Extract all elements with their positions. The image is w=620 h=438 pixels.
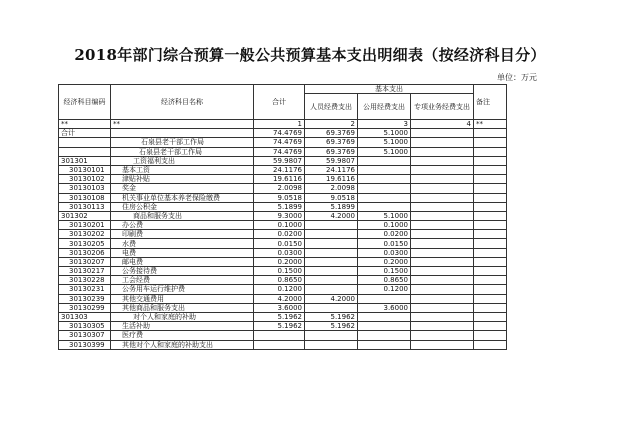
table-cell-remark: [474, 184, 507, 193]
table-cell-personnel: 19.6116: [305, 175, 358, 184]
table-cell-special: 4: [411, 120, 474, 129]
table-cell-code: 301303: [59, 312, 111, 321]
table-cell-total: 2.0098: [254, 184, 305, 193]
table-cell-total: 19.6116: [254, 175, 305, 184]
table-cell-special: [411, 340, 474, 349]
table-cell-special: [411, 175, 474, 184]
table-cell-personnel: [305, 340, 358, 349]
table-cell-total: 74.4769: [254, 138, 305, 147]
table-cell-special: [411, 202, 474, 211]
table-cell-total: 9.3000: [254, 211, 305, 220]
table-cell-code: 30130108: [59, 193, 111, 202]
table-cell-public: [358, 322, 411, 331]
table-cell-personnel: 5.1899: [305, 202, 358, 211]
table-cell-personnel: [305, 303, 358, 312]
table-cell-total: 5.1962: [254, 312, 305, 321]
table-cell-special: [411, 276, 474, 285]
table-row: [59, 230, 507, 239]
table-cell-remark: [474, 322, 507, 331]
table-cell-remark: [474, 156, 507, 165]
table-cell-name: 其他商品和服务支出: [111, 303, 254, 312]
table-cell-name: 水费: [111, 239, 254, 248]
header-public: 公用经费支出: [358, 94, 411, 120]
table-cell-total: 0.0300: [254, 248, 305, 257]
table-cell-public: [358, 312, 411, 321]
table-cell-code: 30130205: [59, 239, 111, 248]
table-cell-special: [411, 285, 474, 294]
table-row: [59, 156, 507, 165]
table-cell-special: [411, 184, 474, 193]
table-cell-total: 0.1500: [254, 267, 305, 276]
table-cell-name: 机关事业单位基本养老保险缴费: [111, 193, 254, 202]
table-cell-name: 办公费: [111, 221, 254, 230]
table-cell-public: [358, 156, 411, 165]
table-cell-name: 电费: [111, 248, 254, 257]
table-cell-remark: [474, 211, 507, 220]
table-cell-public: 0.1200: [358, 285, 411, 294]
table-cell-remark: [474, 303, 507, 312]
table-cell-total: 59.9807: [254, 156, 305, 165]
table-row: [59, 147, 507, 156]
header-personnel: 人员经费支出: [305, 94, 358, 120]
table-cell-public: [358, 165, 411, 174]
table-cell-special: [411, 230, 474, 239]
table-row: [59, 165, 507, 174]
table-cell-remark: [474, 239, 507, 248]
table-cell-total: 0.1000: [254, 221, 305, 230]
table-cell-name: 住房公积金: [111, 202, 254, 211]
table-cell-code: 30130228: [59, 276, 111, 285]
table-cell-remark: [474, 230, 507, 239]
table-row: [59, 248, 507, 257]
table-cell-code: 30130101: [59, 165, 111, 174]
table-cell-code: 30130102: [59, 175, 111, 184]
table-cell-code: 30130201: [59, 221, 111, 230]
table-cell-special: [411, 331, 474, 340]
table-cell-name: 石泉县老干部工作局: [111, 147, 254, 156]
table-row: [59, 138, 507, 147]
header-name: 经济科目名称: [111, 85, 254, 120]
table-row: [59, 276, 507, 285]
table-cell-total: 1: [254, 120, 305, 129]
table-cell-public: [358, 202, 411, 211]
table-cell-code: 30130217: [59, 267, 111, 276]
table-cell-remark: **: [474, 120, 507, 129]
table-cell-name: 奖金: [111, 184, 254, 193]
table-cell-name: **: [111, 120, 254, 129]
table-row: [59, 202, 507, 211]
table-row: [59, 193, 507, 202]
table-cell-public: 0.0300: [358, 248, 411, 257]
table-cell-special: [411, 267, 474, 276]
table-cell-personnel: 69.3769: [305, 147, 358, 156]
table-cell-name: 其他对个人和家庭的补助支出: [111, 340, 254, 349]
table-cell-special: [411, 138, 474, 147]
table-cell-public: [358, 184, 411, 193]
table-cell-public: [358, 340, 411, 349]
table-cell-remark: [474, 147, 507, 156]
table-cell-remark: [474, 193, 507, 202]
table-cell-total: 0.2000: [254, 257, 305, 266]
header-remark: 备注: [474, 85, 507, 120]
table-cell-total: 0.1200: [254, 285, 305, 294]
table-row: [59, 184, 507, 193]
table-cell-remark: [474, 138, 507, 147]
table-cell-special: [411, 129, 474, 138]
table-cell-remark: [474, 221, 507, 230]
table-cell-total: 5.1899: [254, 202, 305, 211]
table-cell-name: 津贴补贴: [111, 175, 254, 184]
table-row: [59, 257, 507, 266]
table-cell-public: 0.1000: [358, 221, 411, 230]
table-cell-public: [358, 331, 411, 340]
table-cell-code: **: [59, 120, 111, 129]
table-cell-personnel: 5.1962: [305, 312, 358, 321]
table-row: [59, 331, 507, 340]
table-cell-personnel: 4.2000: [305, 211, 358, 220]
table-cell-name: 基本工资: [111, 165, 254, 174]
table-cell-personnel: 24.1176: [305, 165, 358, 174]
table-cell-personnel: [305, 285, 358, 294]
header-special: 专项业务经费支出: [411, 94, 474, 120]
table-row: [59, 285, 507, 294]
table-row: [59, 211, 507, 220]
table-row: [59, 340, 507, 349]
table-cell-code: 30130299: [59, 303, 111, 312]
table-cell-total: 0.0200: [254, 230, 305, 239]
table-cell-personnel: [305, 267, 358, 276]
table-cell-special: [411, 147, 474, 156]
table-cell-name: 医疗费: [111, 331, 254, 340]
table-cell-remark: [474, 312, 507, 321]
table-cell-remark: [474, 165, 507, 174]
table-row: [59, 322, 507, 331]
table-cell-name: 工会经费: [111, 276, 254, 285]
table-cell-personnel: 9.0518: [305, 193, 358, 202]
table-cell-personnel: 4.2000: [305, 294, 358, 303]
table-row: [59, 175, 507, 184]
table-cell-code: 30130202: [59, 230, 111, 239]
table-cell-personnel: [305, 257, 358, 266]
table-row: [59, 120, 507, 129]
table-cell-remark: [474, 202, 507, 211]
table-cell-remark: [474, 340, 507, 349]
table-cell-public: 5.1000: [358, 129, 411, 138]
table-cell-total: [254, 340, 305, 349]
table-row: [59, 129, 507, 138]
table-cell-remark: [474, 276, 507, 285]
table-cell-public: 5.1000: [358, 211, 411, 220]
table-cell-name: 公务接待费: [111, 267, 254, 276]
table-cell-code: 30130305: [59, 322, 111, 331]
table-cell-public: 0.1500: [358, 267, 411, 276]
table-cell-public: 0.2000: [358, 257, 411, 266]
table-cell-public: 0.8650: [358, 276, 411, 285]
table-cell-personnel: 59.9807: [305, 156, 358, 165]
table-cell-personnel: 2.0098: [305, 184, 358, 193]
table-cell-code: 30130113: [59, 202, 111, 211]
table-cell-special: [411, 221, 474, 230]
table-cell-personnel: [305, 230, 358, 239]
table-row: [59, 221, 507, 230]
table-cell-special: [411, 165, 474, 174]
header-code: 经济科目编码: [59, 85, 111, 120]
table-cell-public: 3.6000: [358, 303, 411, 312]
table-cell-personnel: 69.3769: [305, 138, 358, 147]
table-cell-code: [59, 147, 111, 156]
table-cell-personnel: 5.1962: [305, 322, 358, 331]
table-cell-code: 30130103: [59, 184, 111, 193]
table-cell-personnel: 69.3769: [305, 129, 358, 138]
table-row: [59, 267, 507, 276]
unit-label: 单位：万元: [497, 73, 537, 82]
table-cell-total: 4.2000: [254, 294, 305, 303]
table-cell-public: 3: [358, 120, 411, 129]
table-cell-special: [411, 211, 474, 220]
table-cell-total: 0.8650: [254, 276, 305, 285]
table-cell-total: 74.4769: [254, 129, 305, 138]
table-row: [59, 303, 507, 312]
table-cell-remark: [474, 129, 507, 138]
table-cell-personnel: [305, 221, 358, 230]
table-cell-code: 30130239: [59, 294, 111, 303]
table-cell-personnel: [305, 248, 358, 257]
table-cell-public: 0.0200: [358, 230, 411, 239]
table-cell-remark: [474, 331, 507, 340]
header-basic: 基本支出: [305, 85, 474, 94]
table-row: [59, 239, 507, 248]
table-cell-name: 生活补助: [111, 322, 254, 331]
table-cell-personnel: [305, 331, 358, 340]
table-cell-code: 30130206: [59, 248, 111, 257]
table-cell-total: 9.0518: [254, 193, 305, 202]
table-cell-code: 合计: [59, 129, 111, 138]
expenditure-table: [58, 84, 507, 350]
table-cell-special: [411, 156, 474, 165]
table-cell-name: 邮电费: [111, 257, 254, 266]
table-cell-special: [411, 239, 474, 248]
table-cell-remark: [474, 257, 507, 266]
table-cell-total: 3.6000: [254, 303, 305, 312]
table-cell-total: 74.4769: [254, 147, 305, 156]
table-cell-public: [358, 294, 411, 303]
table-cell-total: 5.1962: [254, 322, 305, 331]
table-cell-remark: [474, 248, 507, 257]
table-cell-name: [111, 129, 254, 138]
table-cell-remark: [474, 285, 507, 294]
header-total: 合计: [254, 85, 305, 120]
table-cell-code: 301301: [59, 156, 111, 165]
table-cell-name: 商品和服务支出: [111, 211, 254, 220]
table-cell-code: 30130307: [59, 331, 111, 340]
table-cell-remark: [474, 175, 507, 184]
table-cell-total: 24.1176: [254, 165, 305, 174]
table-cell-total: 0.0150: [254, 239, 305, 248]
table-cell-name: 石泉县老干部工作局: [111, 138, 254, 147]
header-row: [59, 85, 507, 94]
table-cell-personnel: [305, 239, 358, 248]
table-cell-special: [411, 312, 474, 321]
table-cell-name: 印刷费: [111, 230, 254, 239]
table-cell-special: [411, 303, 474, 312]
table-cell-code: [59, 138, 111, 147]
table-cell-remark: [474, 294, 507, 303]
table-cell-personnel: 2: [305, 120, 358, 129]
table-cell-public: [358, 175, 411, 184]
table-cell-remark: [474, 267, 507, 276]
table-cell-code: 30130399: [59, 340, 111, 349]
table-cell-public: 0.0150: [358, 239, 411, 248]
table-cell-special: [411, 193, 474, 202]
table-cell-code: 301302: [59, 211, 111, 220]
table-cell-code: 30130207: [59, 257, 111, 266]
table-cell-name: 其他交通费用: [111, 294, 254, 303]
table-cell-name: 工资福利支出: [111, 156, 254, 165]
table-cell-name: 对个人和家庭的补助: [111, 312, 254, 321]
table-row: [59, 294, 507, 303]
table-cell-public: 5.1000: [358, 147, 411, 156]
table-cell-total: [254, 331, 305, 340]
table-cell-personnel: [305, 276, 358, 285]
table-cell-special: [411, 322, 474, 331]
table-cell-special: [411, 294, 474, 303]
table-cell-public: [358, 193, 411, 202]
page-title: 2018年部门综合预算一般公共预算基本支出明细表（按经济科目分）: [74, 46, 546, 64]
table-cell-code: 30130231: [59, 285, 111, 294]
table-row: [59, 312, 507, 321]
table-cell-public: 5.1000: [358, 138, 411, 147]
table-cell-name: 公务用车运行维护费: [111, 285, 254, 294]
table-cell-special: [411, 257, 474, 266]
table-cell-special: [411, 248, 474, 257]
